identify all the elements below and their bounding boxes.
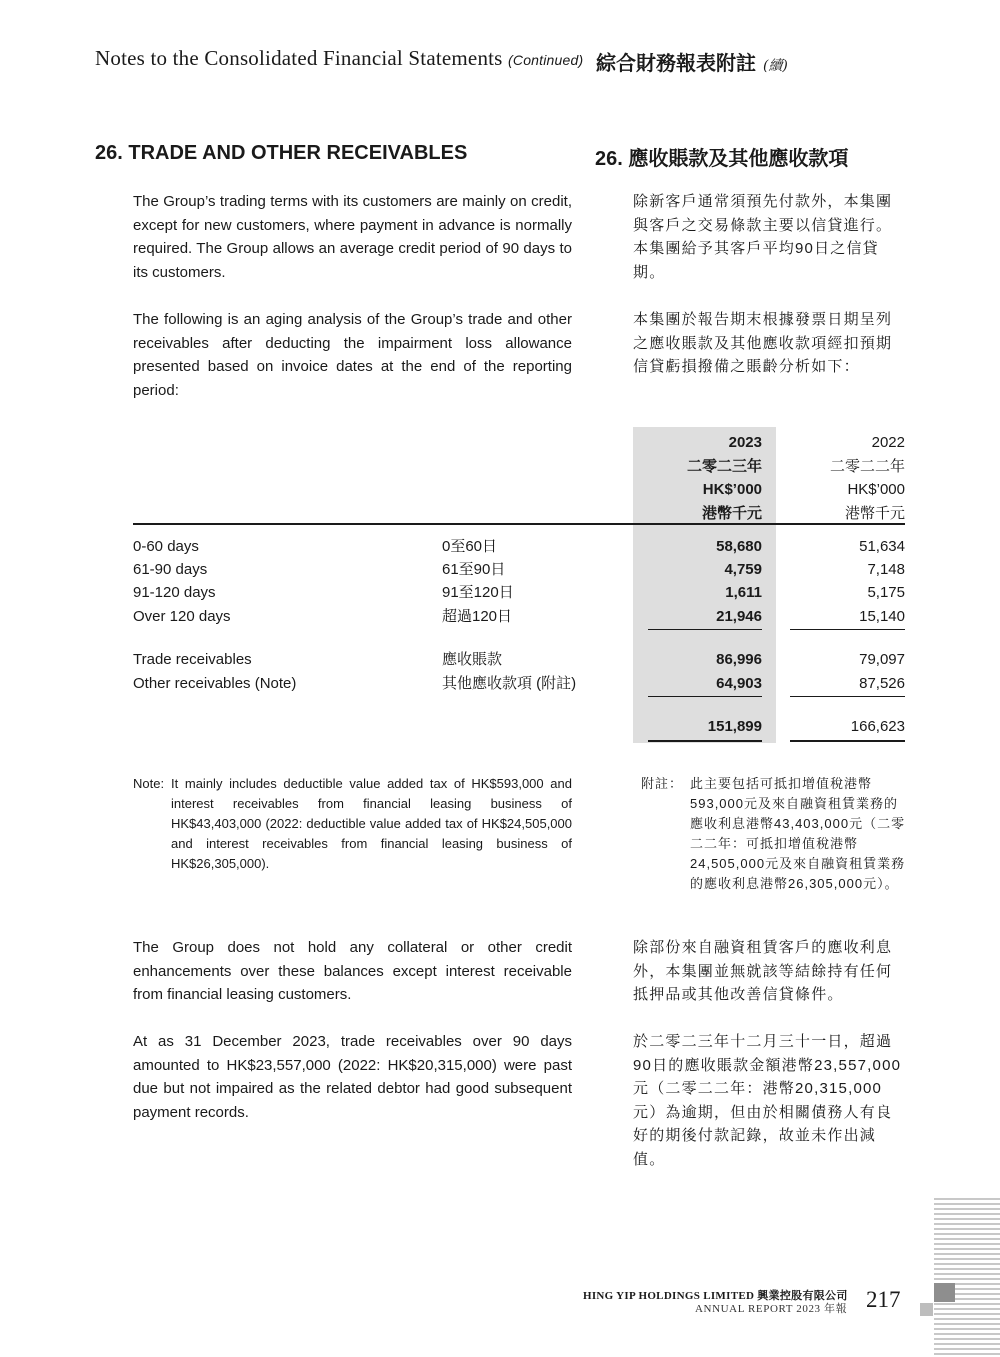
table-cell-2023: 4,759 (724, 561, 762, 578)
table-row-label-zh: 91至120日 (442, 584, 514, 601)
table-row-label-en: Other receivables (Note) (133, 675, 297, 692)
table-cell-2022: 15,140 (859, 608, 905, 625)
decorative-square-light (920, 1303, 933, 1316)
paragraph-aging-intro-zh: 本集團於報告期末根據發票日期呈列之應收賬款及其他應收款項經扣預期信貸虧損撥備之賬齡分析如下： (633, 311, 893, 375)
col-2022-year-zh: 二零二二年 (829, 457, 905, 475)
table-row-label-en: 91-120 days (133, 584, 216, 601)
header-title-zh: 綜合財務報表附註 (596, 51, 756, 75)
section-heading-en: TRADE AND OTHER RECEIVABLES (128, 142, 468, 164)
table-cell-2022: 51,634 (859, 538, 905, 555)
decorative-square-dark (934, 1283, 955, 1302)
table-cell-2023: 64,903 (716, 675, 762, 692)
running-header-zh (596, 47, 788, 76)
total-double-rule-2023 (648, 740, 762, 742)
page-number: 217 (866, 1287, 901, 1312)
note-prefix-zh: 附註： (641, 776, 684, 791)
table-total-2022: 166,623 (850, 718, 905, 735)
col-2023-unit-zh: 港幣千元 (701, 504, 762, 522)
paragraph-credit-terms-zh: 除新客戶通常須預先付款外，本集團與客戶之交易條款主要以信貸進行。本集團給予其客戶平均90日之信貸期。 (633, 193, 893, 281)
table-cell-2023: 58,680 (716, 538, 762, 555)
note-body-zh: 此主要包括可抵扣增值稅港幣593,000元及來自融資租賃業務的應收利息港幣43,403,000元（二零二二年：可抵扣增值稅港幣24,505,000元及來自融資租賃業務的應收利息港幣26,305,000元）。 (690, 776, 906, 891)
table-cell-2022: 7,148 (867, 561, 905, 578)
table-cell-2023: 21,946 (716, 608, 762, 625)
col-2023-header (633, 431, 762, 525)
col-2023-unit: HK$’000 (702, 481, 762, 498)
paragraph-past-due-zh: 於二零二三年十二月三十一日，超過90日的應收賬款金額港幣23,557,000元（二零二二年：港幣20,315,000元）為逾期，但由於相關債務人有良好的期後付款記錄，故並未作出減值。 (633, 1033, 902, 1168)
table-header-rule (133, 523, 905, 525)
section-heading-zh: 應收賬款及其他應收款項 (628, 148, 849, 170)
section-title-zh (595, 142, 848, 171)
paragraph-collateral-en: The Group does not hold any collateral or other credit enhancements over these balances except interest receivable from financial leasing customers. (133, 939, 572, 1003)
table-row-label-en: 0-60 days (133, 538, 199, 555)
table-row-label-en: Over 120 days (133, 608, 231, 625)
section-title-en (95, 142, 467, 165)
table-cell-2022: 87,526 (859, 675, 905, 692)
footer-report-title: ANNUAL REPORT 2023 年報 (695, 1303, 848, 1315)
table-row-label-zh: 0至60日 (442, 538, 498, 555)
paragraph-collateral-zh: 除部份來自融資租賃客戶的應收利息外，本集團並無就該等結餘持有任何抵押品或其他改善信貸條件。 (633, 939, 893, 1003)
table-row-label-zh: 應收賬款 (442, 651, 503, 668)
table-cell-2022: 5,175 (867, 584, 905, 601)
subtotal-rule-2022 (790, 629, 905, 630)
note-body-en: It mainly includes deductible value added tax of HK$593,000 and interest receivables from financial leasing business of HK$43,403,000 (2022: deductible value added tax of HK$24,505,000 and interest receivables from financial leasing business of HK$26,305,000). (171, 776, 572, 871)
table-total-2023: 151,899 (707, 718, 762, 735)
col-2022-header (780, 431, 905, 525)
table-row-label-zh: 61至90日 (442, 561, 506, 578)
paragraph-credit-terms-en: The Group’s trading terms with its customers are mainly on credit, except for new customers, where payment in advance is normally required. The Group allows an average credit period of 90 days to its customers. (133, 193, 572, 281)
paragraph-aging-intro-en: The following is an aging analysis of the Group’s trade and other receivables after deducting the impairment loss allowance presented based on invoice dates at the end of the reporting period: (133, 311, 572, 399)
note-en (133, 774, 572, 874)
section-number-zh: 26. (595, 148, 623, 170)
col-2022-unit-zh: 港幣千元 (844, 504, 905, 522)
table-cell-2022: 79,097 (859, 651, 905, 668)
header-title-en: Notes to the Consolidated Financial Statements (95, 46, 503, 70)
col-2023-year: 2023 (728, 434, 762, 451)
col-2023-year-zh: 二零二三年 (686, 457, 762, 475)
table-row-label-en: 61-90 days (133, 561, 208, 578)
total-top-rule-2022 (790, 696, 905, 697)
decorative-stripes (934, 1198, 1000, 1357)
col-2022-year: 2022 (871, 434, 905, 451)
total-top-rule-2023 (648, 696, 762, 697)
table-cell-2023: 1,611 (725, 584, 762, 601)
header-continued-zh: (續) (762, 58, 788, 74)
running-header-en (95, 46, 583, 71)
col-2022-unit: HK$’000 (847, 481, 905, 498)
footer-company-name: HING YIP HOLDINGS LIMITED 興業控股有限公司 (583, 1290, 848, 1302)
note-prefix-en: Note: (133, 776, 165, 791)
subtotal-rule-2023 (648, 629, 762, 630)
total-double-rule-2022 (790, 740, 905, 742)
table-row-label-en: Trade receivables (133, 651, 252, 668)
header-continued-en: (Continued) (508, 52, 584, 68)
table-row-label-zh: 超過120日 (442, 608, 513, 625)
section-number-en: 26. (95, 142, 123, 164)
table-row-label-zh: 其他應收款項 (附註) (442, 675, 577, 692)
paragraph-past-due-en: At as 31 December 2023, trade receivables over 90 days amounted to HK$23,557,000 (2022: HK$20,315,000) were past due but not impaired as the related debtor had good subsequent payment records. (133, 1033, 572, 1121)
table-cell-2023: 86,996 (716, 651, 762, 668)
